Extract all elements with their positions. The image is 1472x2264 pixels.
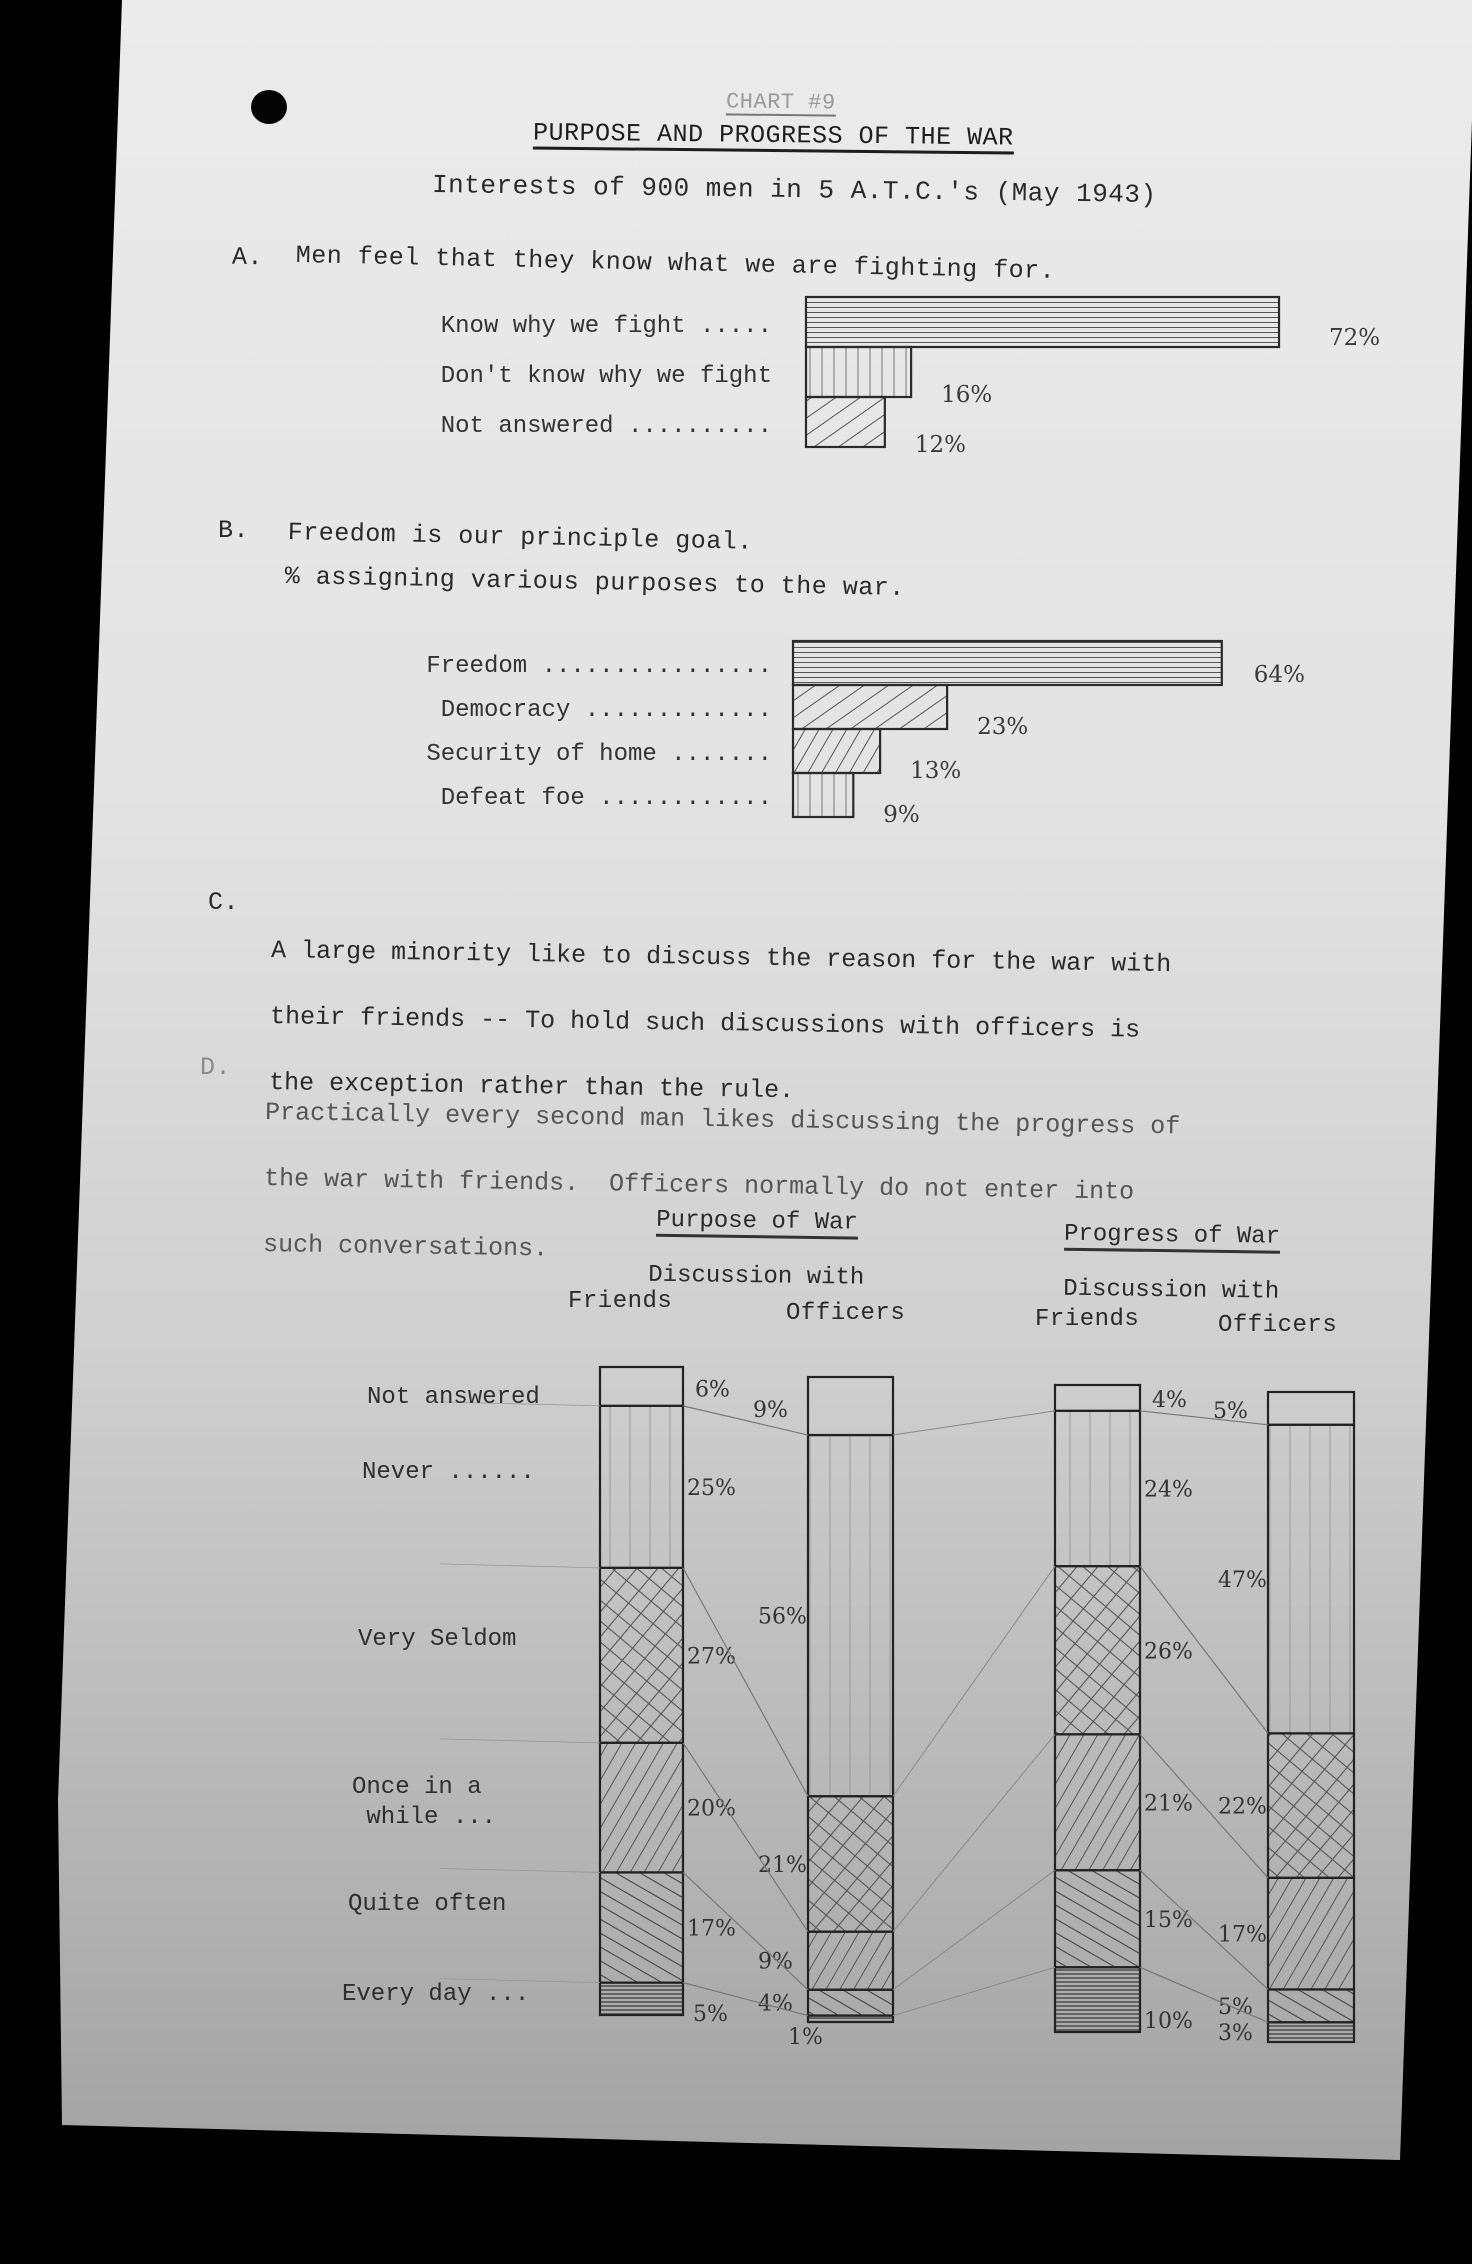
stack-segment (808, 2016, 893, 2022)
connector-line (893, 1566, 1055, 1796)
stack-segment (1055, 1870, 1140, 1967)
section-b-subheading: % assigning various purposes to the war. (284, 562, 906, 603)
category-label: Never ...... (362, 1459, 535, 1486)
connector-line (893, 1734, 1055, 1931)
value-label: 21% (758, 1852, 807, 1878)
stack-segment (808, 1990, 893, 2016)
value-label: 15% (1144, 1907, 1193, 1933)
group-subtitle: Discussion with (1063, 1275, 1280, 1306)
section-c-line: their friends -- To hold such discussions with officers is (269, 1001, 1141, 1045)
bar (793, 729, 880, 773)
value-label: 4% (1152, 1388, 1187, 1414)
value-label: 13% (910, 757, 962, 784)
stack-segment (600, 1568, 683, 1743)
bar (793, 685, 947, 729)
bar (806, 347, 911, 397)
guide-line (440, 1868, 600, 1872)
stack-segment (1268, 1425, 1354, 1734)
section-c-line: A large minority like to discuss the reason for the war with (270, 935, 1172, 980)
category-label: Not answered (367, 1384, 540, 1411)
value-label: 3% (1218, 2021, 1253, 2046)
section-d-line: such conversations. (262, 1229, 549, 1264)
stack-segment (600, 1367, 683, 1406)
guide-line (440, 1564, 600, 1568)
value-label: 17% (1218, 1922, 1267, 1948)
value-label: 22% (1218, 1794, 1267, 1820)
value-label: 17% (687, 1916, 736, 1942)
value-label: 16% (941, 382, 993, 408)
connector-line (1140, 1411, 1268, 1425)
guide-line (440, 1739, 600, 1743)
column-label: Friends (1035, 1306, 1140, 1333)
category-label: Security of home ....... (426, 740, 772, 768)
connector-line (683, 1406, 808, 1435)
bar (793, 641, 1222, 685)
category-label: Very Seldom (358, 1626, 517, 1653)
chart-number: CHART #9 (725, 89, 836, 116)
value-label: 9% (883, 801, 920, 828)
stack-segment (1268, 2022, 1354, 2042)
connector-line (893, 1967, 1055, 2015)
stack-segment (1055, 1967, 1140, 2032)
value-label: 5% (693, 2002, 728, 2027)
stack-segment (808, 1796, 893, 1931)
section-c-letter: C. (208, 888, 240, 917)
column-label: Friends (568, 1288, 673, 1315)
group-title: Purpose of War (656, 1208, 858, 1240)
value-label: 1% (788, 2025, 823, 2050)
value-label: 9% (753, 1397, 788, 1423)
stack-segment (1055, 1411, 1140, 1566)
category-label: Know why we fight ..... (440, 313, 772, 340)
category-label: Not answered .......... (440, 413, 772, 440)
value-label: 12% (914, 432, 966, 458)
stack-segment (600, 1743, 683, 1873)
stack-segment (1268, 1989, 1354, 2022)
column-label: Officers (1218, 1312, 1338, 1339)
stack-segment (1055, 1385, 1140, 1411)
category-label: Democracy ............. (440, 696, 772, 724)
value-label: 21% (1144, 1791, 1193, 1817)
document-subtitle: Interests of 900 men in 5 A.T.C.'s (May 1943) (431, 169, 1157, 211)
value-label: 26% (1144, 1639, 1193, 1665)
stack-segment (1268, 1878, 1354, 1990)
bar (806, 397, 885, 447)
category-label: Once in a while ... (352, 1774, 497, 1831)
value-label: 20% (687, 1796, 736, 1822)
value-label: 47% (1218, 1568, 1267, 1594)
category-label: Freedom ................ (426, 652, 772, 680)
chart-b (426, 641, 1305, 828)
stack-segment (1268, 1392, 1354, 1425)
value-label: 25% (687, 1475, 736, 1501)
group-title: Progress of War (1064, 1222, 1280, 1254)
bar (806, 297, 1279, 347)
connector-line (683, 1743, 808, 1932)
value-label: 9% (758, 1949, 793, 1975)
section-c-line: the exception rather than the rule. (268, 1067, 795, 1106)
stack-segment (600, 1872, 683, 1982)
value-label: 5% (1218, 1994, 1253, 2020)
value-label: 72% (1329, 325, 1381, 351)
connector-line (893, 1411, 1055, 1435)
value-label: 64% (1253, 661, 1305, 688)
value-label: 4% (758, 1991, 793, 2017)
category-label: Every day ... (342, 1981, 530, 2008)
section-b-heading: Freedom is our principle goal. (287, 518, 754, 557)
section-d-line: Practically every second man likes discussing the progress of (264, 1097, 1181, 1142)
section-a-heading: Men feel that they know what we are fighting for. (295, 241, 1056, 286)
stack-segment (1268, 1733, 1354, 1877)
connector-line (683, 1568, 808, 1796)
value-label: 56% (758, 1604, 807, 1630)
group-subtitle: Discussion with (648, 1261, 865, 1292)
stack-segment (600, 1406, 683, 1568)
value-label: 5% (1213, 1399, 1248, 1425)
category-label: Defeat foe ............ (440, 784, 772, 812)
value-label: 24% (1144, 1477, 1193, 1503)
connector-line (893, 1870, 1055, 1990)
stack-segment (808, 1932, 893, 1990)
bar (793, 773, 853, 817)
value-label: 27% (687, 1644, 736, 1670)
section-d-line: the war with friends. Officers normally do not enter into (263, 1163, 1135, 1207)
chart-a (441, 297, 1380, 458)
section-b-letter: B. (218, 516, 250, 545)
chart-d (342, 1367, 1354, 2050)
stack-segment (1055, 1734, 1140, 1870)
category-label: Don't know why we fight (440, 363, 772, 390)
category-label: Quite often (348, 1891, 507, 1918)
value-label: 23% (977, 713, 1029, 740)
section-d-letter: D. (200, 1053, 232, 1082)
value-label: 10% (1144, 2009, 1193, 2034)
stack-segment (600, 1983, 683, 2015)
value-label: 6% (695, 1377, 730, 1403)
stack-segment (808, 1377, 893, 1435)
column-label: Officers (786, 1300, 906, 1327)
stack-segment (1055, 1566, 1140, 1734)
document-title: PURPOSE AND PROGRESS OF THE WAR (532, 118, 1014, 153)
stack-segment (808, 1435, 893, 1796)
section-a-letter: A. (231, 242, 264, 273)
